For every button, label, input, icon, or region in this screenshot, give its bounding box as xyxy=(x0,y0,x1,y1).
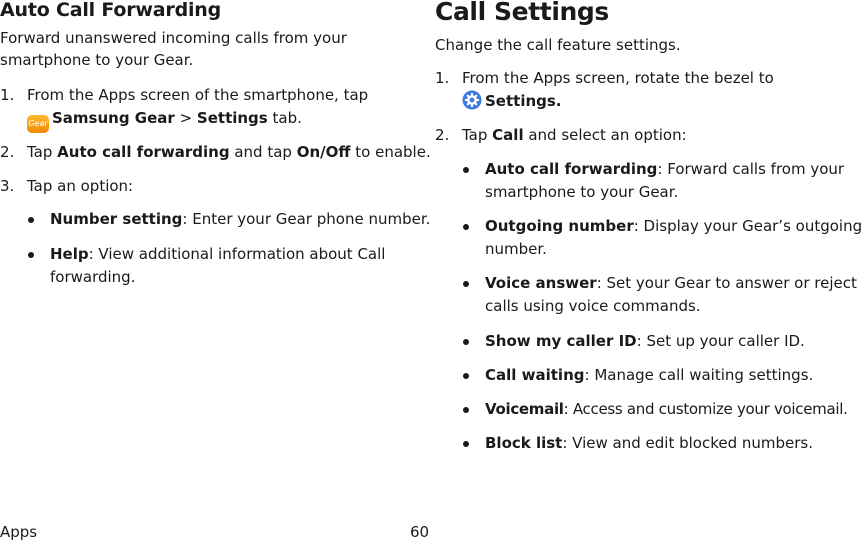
list-item: Block list: View and edit blocked numbers. xyxy=(463,432,838,455)
step-2: 2. Tap Auto call forwarding and tap On/Off to enable. xyxy=(0,143,431,161)
intro-text: Change the call feature settings. xyxy=(435,36,681,54)
list-item: Help: View additional information about Call forwarding. xyxy=(28,243,410,289)
bullet-icon xyxy=(463,339,469,345)
bullet-icon xyxy=(463,441,469,447)
bullet-icon xyxy=(28,217,34,223)
list-item: Voicemail: Access and customize your voicemail. xyxy=(463,398,838,421)
list-item: Auto call forwarding: Forward calls from your smartphone to your Gear. xyxy=(463,158,838,204)
bullet-icon xyxy=(463,373,469,379)
section-heading: Auto Call Forwarding xyxy=(0,0,222,21)
settings-gear-icon xyxy=(462,90,482,110)
intro-text: Forward unanswered incoming calls from your smartphone to your Gear. xyxy=(0,29,347,69)
step-2: 2. Tap Call and select an option: xyxy=(435,126,687,144)
bullet-icon xyxy=(28,252,34,258)
step-1: 1. From the Apps screen of the smartphone, tap Gear Samsung Gear > Settings tab. xyxy=(0,84,410,130)
list-item: Show my caller ID: Set up your caller ID. xyxy=(463,330,838,353)
list-item: Voice answer: Set your Gear to answer or reject calls using voice commands. xyxy=(463,272,838,318)
page-number: 60 xyxy=(410,523,430,541)
step-1: 1. From the Apps screen, rotate the bezel to Settings. xyxy=(435,69,774,110)
bullet-icon xyxy=(463,281,469,287)
list-item: Outgoing number: Display your Gear’s outgoing number. xyxy=(463,215,838,261)
samsung-gear-app-icon: Gear xyxy=(27,115,49,133)
step-3: 3. Tap an option: xyxy=(0,177,134,195)
footer-section-label: Apps xyxy=(0,523,38,541)
list-item: Number setting: Enter your Gear phone number. xyxy=(28,208,410,231)
bullet-icon xyxy=(463,407,469,413)
page-title: Call Settings xyxy=(435,0,609,26)
list-item: Call waiting: Manage call waiting settings. xyxy=(463,364,838,387)
bullet-icon xyxy=(463,224,469,230)
bullet-icon xyxy=(463,167,469,173)
